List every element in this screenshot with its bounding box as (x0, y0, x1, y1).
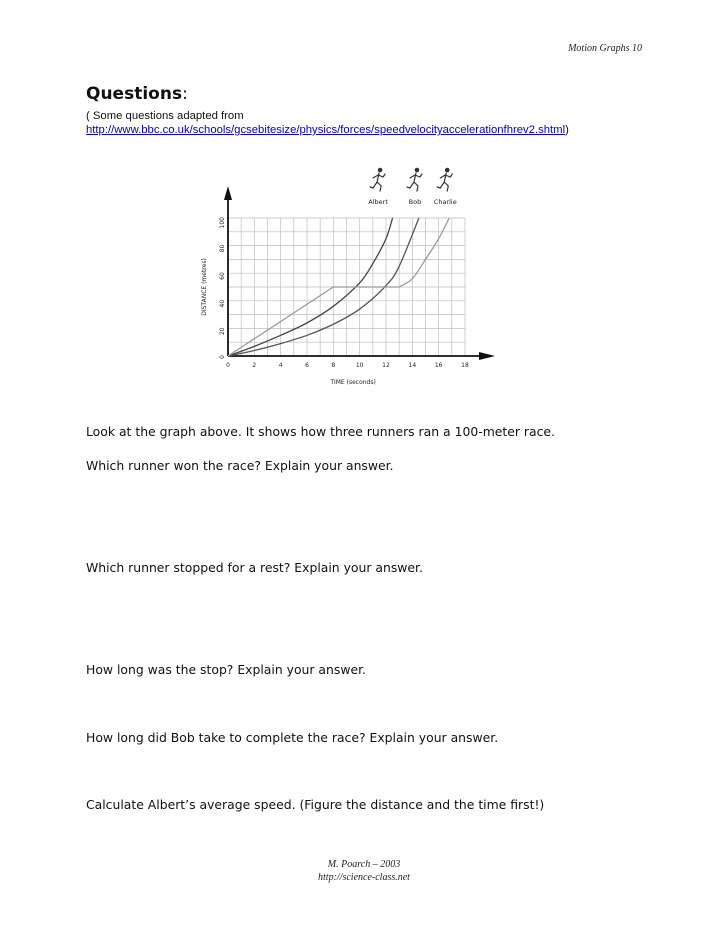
runner-head-icon (415, 168, 420, 173)
source-link-line (86, 123, 686, 137)
question-winner: Which runner won the race? Explain your answer. (86, 458, 394, 473)
runner-head-icon (378, 168, 383, 173)
y-tick-label: 60 (219, 272, 226, 280)
runner-limbs-icon (437, 173, 452, 191)
footer-author: M. Poarch – 2003 (327, 859, 401, 870)
y-tick-label: 20 (219, 327, 226, 336)
questions-colon: : (182, 84, 188, 104)
x-tick-label: 10 (355, 362, 364, 369)
x-tick-label: 14 (408, 362, 417, 369)
y-tick-label: 100 (219, 217, 226, 229)
question-rest: Which runner stopped for a rest? Explain your answer. (86, 560, 423, 575)
runner-icon (407, 168, 422, 191)
runner-limbs-icon (370, 173, 385, 191)
x-tick-label: 8 (331, 362, 336, 369)
y-tick-label: 80 (219, 244, 226, 253)
question-stop-length: How long was the stop? Explain your answer. (86, 662, 366, 677)
y-tick-label: 0 (219, 355, 226, 359)
y-axis-arrow (224, 186, 232, 200)
distance-time-chart (190, 158, 510, 393)
source-prefix: ( Some questions adapted from (86, 110, 244, 122)
source-citation (86, 109, 686, 137)
question-albert-speed: Calculate Albert’s average speed. (Figure the distance and the time first!) (86, 797, 545, 812)
y-axis-label: DISTANCE (metres) (201, 258, 208, 316)
runner-icon (437, 168, 452, 191)
x-tick-label: 0 (226, 362, 230, 369)
chart-legend (370, 168, 452, 191)
x-tick-label: 12 (382, 362, 390, 369)
legend-label-albert: Albert (368, 198, 388, 206)
footer-site: http://science-class.net (318, 872, 410, 883)
source-link[interactable]: http://www.bbc.co.uk/schools/gcsebitesize/physics/forces/speedvelocityaccelerationfhrev2.shtml (86, 124, 566, 136)
x-axis-arrow (479, 352, 495, 360)
chart-svg (190, 158, 510, 393)
page-header-note: Motion Graphs 10 (568, 43, 642, 54)
legend-label-bob: Bob (408, 198, 422, 206)
runner-head-icon (445, 168, 450, 173)
x-axis-label: TIME (seconds) (330, 379, 376, 386)
questions-heading (86, 84, 188, 104)
x-tick-label: 18 (461, 362, 469, 369)
page-footer (0, 858, 728, 884)
y-tick-label: 40 (219, 299, 226, 308)
x-tick-label: 2 (252, 362, 257, 369)
runner-limbs-icon (407, 173, 422, 191)
x-tick-label: 4 (278, 362, 283, 369)
runner-icon (370, 168, 385, 191)
source-suffix: ) (565, 124, 569, 136)
legend-label-charlie: Charlie (433, 198, 457, 206)
question-bob-time: How long did Bob take to complete the race? Explain your answer. (86, 730, 499, 745)
questions-title: Questions (86, 84, 183, 104)
x-tick-label: 16 (434, 362, 443, 369)
x-tick-label: 6 (305, 362, 309, 369)
question-intro: Look at the graph above. It shows how three runners ran a 100-meter race. (86, 424, 555, 439)
